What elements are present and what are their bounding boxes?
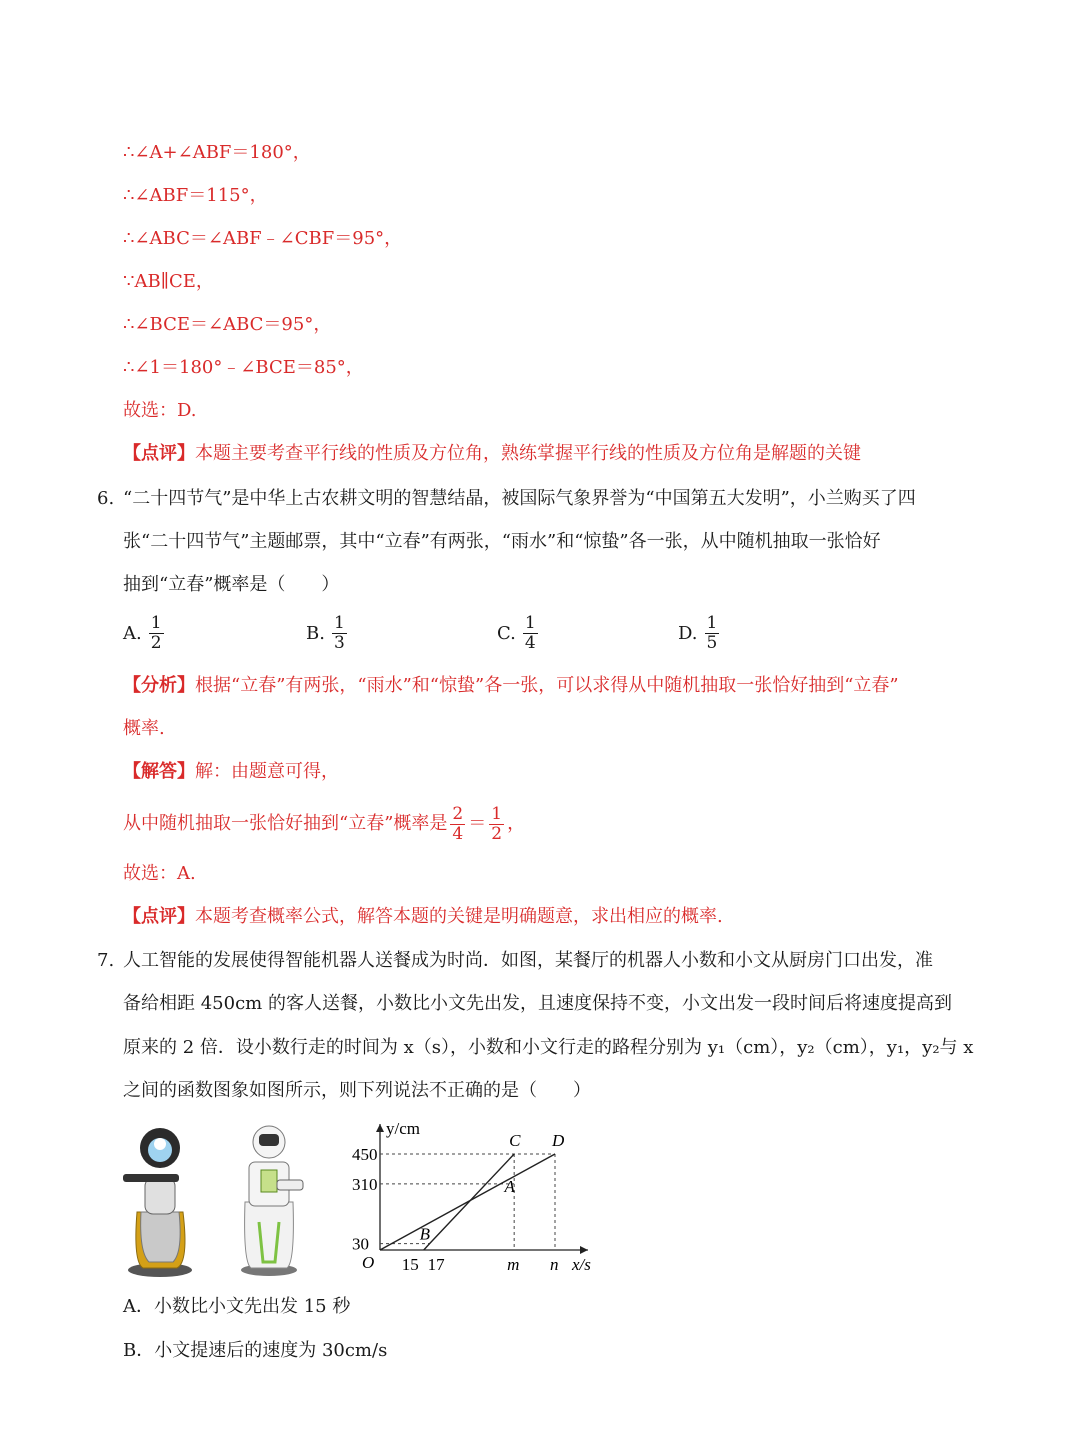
question-stem-line: 原来的 2 倍．设小数行走的时间为 x（s），小数和小文行走的路程分别为 y₁（cm），y₂（cm），y₁，y₂与 x [123, 1037, 974, 1058]
x-axis-arrow [580, 1246, 588, 1254]
numerator: 1 [491, 803, 503, 824]
answer-tag: 【解答】 [123, 761, 195, 782]
answer-formula [123, 800, 525, 848]
comment-tag: 【点评】 [123, 443, 195, 464]
answer-line [123, 760, 339, 784]
question-stem-line: 抽到“立春”概率是（ ） [123, 574, 340, 595]
point-label-b: B [419, 1224, 430, 1244]
solution-line: ∴∠ABC＝∠ABF﹣∠CBF＝95°， [123, 228, 403, 249]
option-b [306, 614, 350, 653]
function-graph [340, 1112, 620, 1278]
option-c [497, 614, 541, 653]
option-d [678, 614, 722, 653]
y-tick-label: 30 [352, 1234, 369, 1254]
equals-sign: ＝ [468, 813, 487, 834]
option-fraction [149, 614, 164, 653]
comment-tag: 【点评】 [123, 906, 195, 927]
option-label: D. [678, 623, 698, 644]
y-axis-arrow [376, 1124, 384, 1132]
series-line-y1 [380, 1154, 555, 1250]
solution-line: ∵AB∥CE， [123, 271, 214, 292]
numerator: 2 [452, 803, 464, 824]
denominator: 3 [333, 633, 345, 653]
numerator: 1 [333, 613, 345, 633]
answer-text: 从中随机抽取一张恰好抽到“立春”概率是 [123, 813, 448, 834]
option-fraction [332, 614, 347, 653]
question-stem-line: 人工智能的发展使得智能机器人送餐成为时尚．如图，某餐厅的机器人小数和小文从厨房门口出发，准 [123, 950, 933, 971]
question-stem-line: 张“二十四节气”主题邮票，其中“立春”有两张，“雨水”和“惊蛰”各一张，从中随机抽取一张恰好 [123, 531, 881, 552]
question-stem-line: “二十四节气”是中华上古农耕文明的智慧结晶，被国际气象界誉为“中国第五大发明”，小兰购买了四 [123, 488, 916, 509]
denominator: 2 [491, 823, 503, 844]
origin-label: O [362, 1253, 375, 1272]
series-line-y2 [424, 1154, 514, 1250]
x-tick-label: m [507, 1255, 520, 1274]
solution-choice: 故选：D. [123, 400, 197, 421]
option-b: B．小文提速后的速度为 30cm/s [123, 1340, 388, 1361]
comment-text: 本题考查概率公式，解答本题的关键是明确题意，求出相应的概率. [195, 906, 723, 927]
y-tick-label: 450 [352, 1145, 378, 1164]
answer-end: ， [507, 813, 526, 834]
answer-fraction-1 [450, 805, 465, 844]
option-fraction [523, 614, 538, 653]
comment-text: 本题主要考查平行线的性质及方位角，熟练掌握平行线的性质及方位角是解题的关键 [195, 443, 861, 464]
numerator: 1 [150, 613, 162, 633]
analysis-line [123, 674, 899, 698]
robot-xiaoshu-image [123, 1128, 192, 1277]
solution-line: ∴∠A+∠ABF＝180°， [123, 142, 311, 163]
robots-illustration [115, 1122, 315, 1282]
denominator: 4 [452, 823, 464, 844]
numerator: 1 [706, 613, 718, 633]
point-label-d: D [552, 1131, 565, 1150]
analysis-text: 根据“立春”有两张，“雨水”和“惊蛰”各一张，可以求得从中随机抽取一张恰好抽到“立春” [195, 675, 899, 696]
denominator: 2 [150, 633, 162, 653]
point-label-c: C [509, 1131, 521, 1150]
x-tick-label: 15 [401, 1255, 419, 1274]
option-fraction [705, 614, 720, 653]
solution-line: ∴∠1＝180°﹣∠BCE＝85°， [123, 357, 364, 378]
analysis-tag: 【分析】 [123, 675, 195, 696]
solution-line: ∴∠ABF＝115°， [123, 185, 268, 206]
option-a: A．小数比小文先出发 15 秒 [123, 1296, 351, 1317]
x-axis-label: x/s [572, 1255, 591, 1274]
analysis-line: 概率. [123, 718, 165, 739]
x-tick-label: 17 [427, 1255, 445, 1274]
option-a [123, 614, 167, 653]
comment-line [123, 905, 723, 929]
y-axis-label: y/cm [386, 1119, 420, 1138]
option-label: B. [306, 623, 325, 644]
robot-xiaowen-image [241, 1126, 303, 1276]
answer-fraction-2 [489, 805, 504, 844]
answer-intro: 解：由题意可得， [195, 761, 339, 782]
question-stem-line: 备给相距 450cm 的客人送餐，小数比小文先出发，且速度保持不变，小文出发一段时间后将速度提高到 [123, 993, 952, 1014]
denominator: 4 [524, 633, 536, 653]
question-stem-line: 之间的函数图象如图所示，则下列说法不正确的是（ ） [123, 1080, 591, 1101]
question-number: 7. [97, 950, 115, 971]
option-label: A. [123, 623, 142, 644]
question-number: 6. [97, 488, 115, 509]
y-tick-label: 310 [352, 1174, 378, 1194]
denominator: 5 [706, 633, 718, 653]
comment-line [123, 442, 861, 466]
x-tick-label: n [550, 1255, 559, 1274]
solution-line: ∴∠BCE＝∠ABC＝95°， [123, 314, 332, 335]
point-label-a: A [504, 1176, 515, 1196]
option-label: C. [497, 623, 516, 644]
numerator: 1 [524, 613, 536, 633]
answer-choice: 故选：A. [123, 863, 196, 884]
